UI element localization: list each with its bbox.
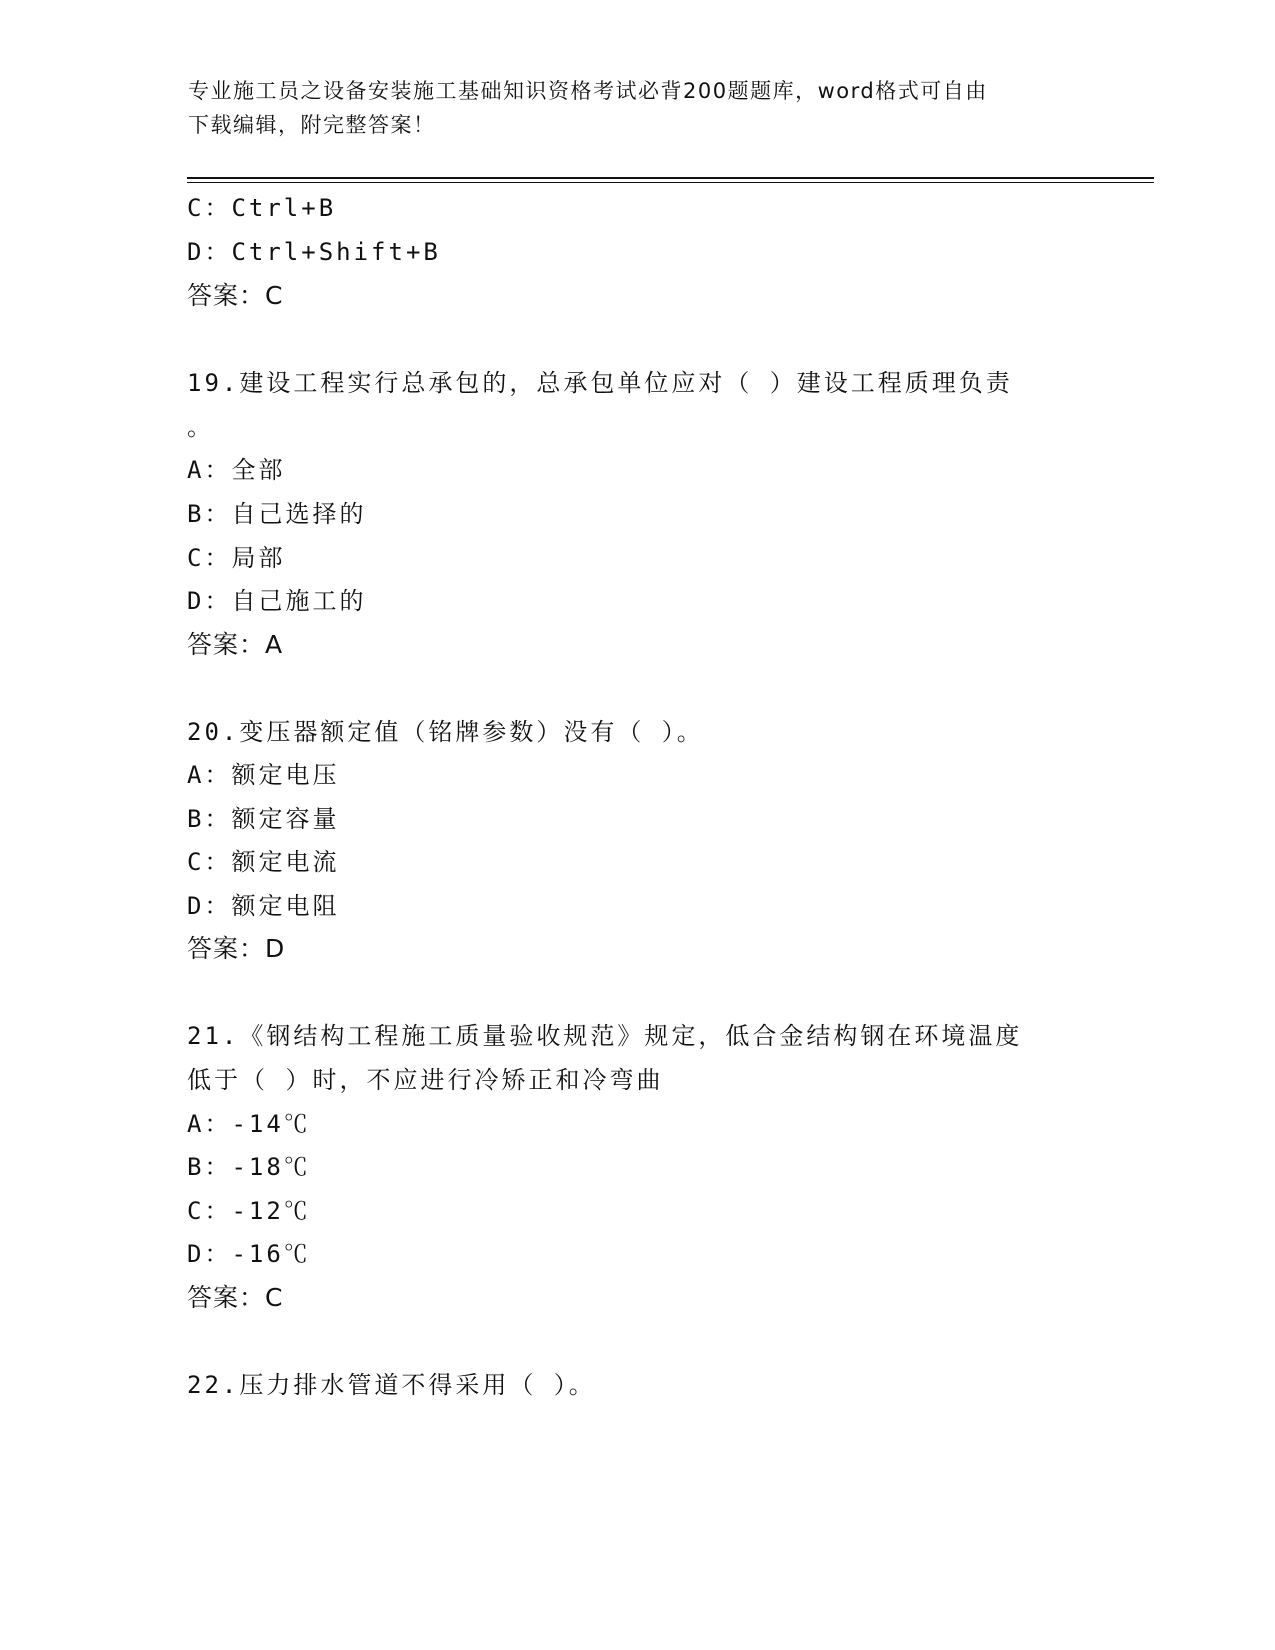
q19-option-c: C：局部: [187, 544, 286, 572]
q21-option-d: D：-16℃: [187, 1240, 311, 1268]
document-header: [188, 74, 1088, 142]
q21-answer: 答案：C: [187, 1283, 284, 1312]
q19-option-b: B：自己选择的: [187, 500, 367, 528]
q19-stem-line2: 。: [187, 413, 214, 441]
header-divider-thick: [187, 177, 1154, 179]
q19-option-d: D：自己施工的: [187, 587, 367, 615]
q21-stem-line1: 21.《钢结构工程施工质量验收规范》规定，低合金结构钢在环境温度: [187, 1022, 1023, 1050]
q20-option-c: C：额定电流: [187, 848, 340, 876]
header-line-2: 下载编辑，附完整答案！: [188, 113, 436, 137]
prev-answer: 答案：C: [187, 281, 284, 310]
q19-answer: 答案：A: [187, 630, 284, 659]
q20-answer: 答案：D: [187, 934, 286, 963]
q20-stem-line1: 20.变压器额定值（铭牌参数）没有（ ）。: [187, 718, 704, 746]
q22-stem-line1: 22.压力排水管道不得采用（ ）。: [187, 1371, 596, 1399]
q21-stem-line2: 低于（ ）时，不应进行冷矫正和冷弯曲: [187, 1066, 664, 1094]
header-divider-thin: [187, 182, 1154, 183]
prev-option-c: C：Ctrl+B: [187, 194, 337, 222]
q20-option-d: D：额定电阻: [187, 892, 340, 920]
q21-option-b: B：-18℃: [187, 1153, 311, 1181]
q20-option-a: A：额定电压: [187, 761, 340, 789]
q19-option-a: A：全部: [187, 456, 286, 484]
q21-option-c: C：-12℃: [187, 1197, 311, 1225]
q21-option-a: A：-14℃: [187, 1110, 311, 1138]
header-line-1: 专业施工员之设备安装施工基础知识资格考试必背200题题库，word格式可自由: [188, 79, 988, 103]
q20-option-b: B：额定容量: [187, 805, 340, 833]
prev-option-d: D：Ctrl+Shift+B: [187, 238, 441, 266]
q19-stem-line1: 19.建设工程实行总承包的，总承包单位应对（ ）建设工程质理负责: [187, 369, 1013, 397]
